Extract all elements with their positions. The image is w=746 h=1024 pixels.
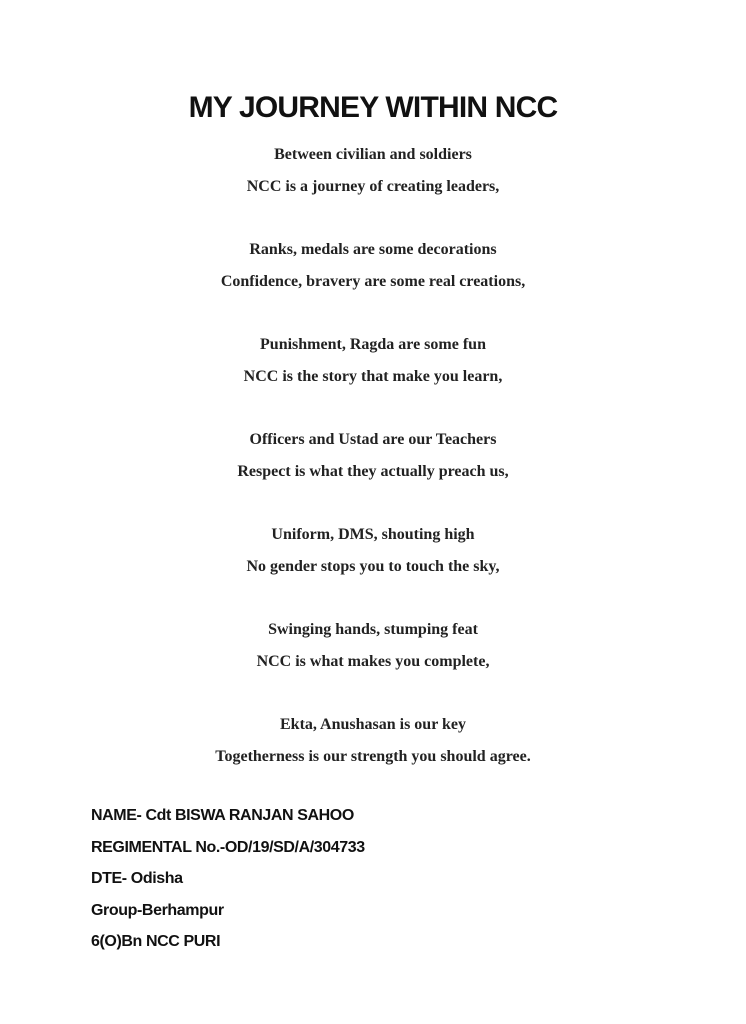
page-title: MY JOURNEY WITHIN NCC — [188, 91, 558, 124]
poem-line: Between civilian and soldiers — [274, 146, 472, 163]
poem-line: Togetherness is our strength you should agree. — [215, 748, 531, 765]
poem-line: Ekta, Anushasan is our key — [280, 716, 466, 733]
poem-line: NCC is a journey of creating leaders, — [246, 178, 500, 195]
poem-line: Respect is what they actually preach us, — [237, 463, 509, 480]
poem-line: Uniform, DMS, shouting high — [271, 526, 475, 543]
poem-line: Confidence, bravery are some real creations, — [220, 273, 526, 290]
poem-line: Punishment, Ragda are some fun — [260, 336, 486, 353]
author-details — [91, 800, 365, 958]
poem-line: NCC is the story that make you learn, — [243, 368, 503, 385]
regimental-number: REGIMENTAL No.-OD/19/SD/A/304733 — [91, 838, 365, 856]
poem-line: Ranks, medals are some decorations — [249, 241, 497, 258]
group: Group-Berhampur — [91, 901, 224, 919]
unit: 6(O)Bn NCC PURI — [91, 933, 221, 950]
stanza-6 — [0, 614, 746, 678]
poem-line: NCC is what makes you complete, — [256, 653, 490, 670]
poem-line: Officers and Ustad are our Teachers — [249, 431, 497, 448]
author-name: NAME- Cdt BISWA RANJAN SAHOO — [91, 807, 354, 824]
stanza-1 — [0, 139, 746, 203]
poem — [0, 139, 746, 804]
poem-line: No gender stops you to touch the sky, — [246, 558, 500, 575]
poem-line: Swinging hands, stumping feat — [268, 621, 478, 638]
stanza-5 — [0, 519, 746, 583]
stanza-4 — [0, 424, 746, 488]
stanza-3 — [0, 329, 746, 393]
directorate: DTE- Odisha — [91, 870, 183, 887]
stanza-7 — [0, 709, 746, 773]
stanza-2 — [0, 234, 746, 298]
